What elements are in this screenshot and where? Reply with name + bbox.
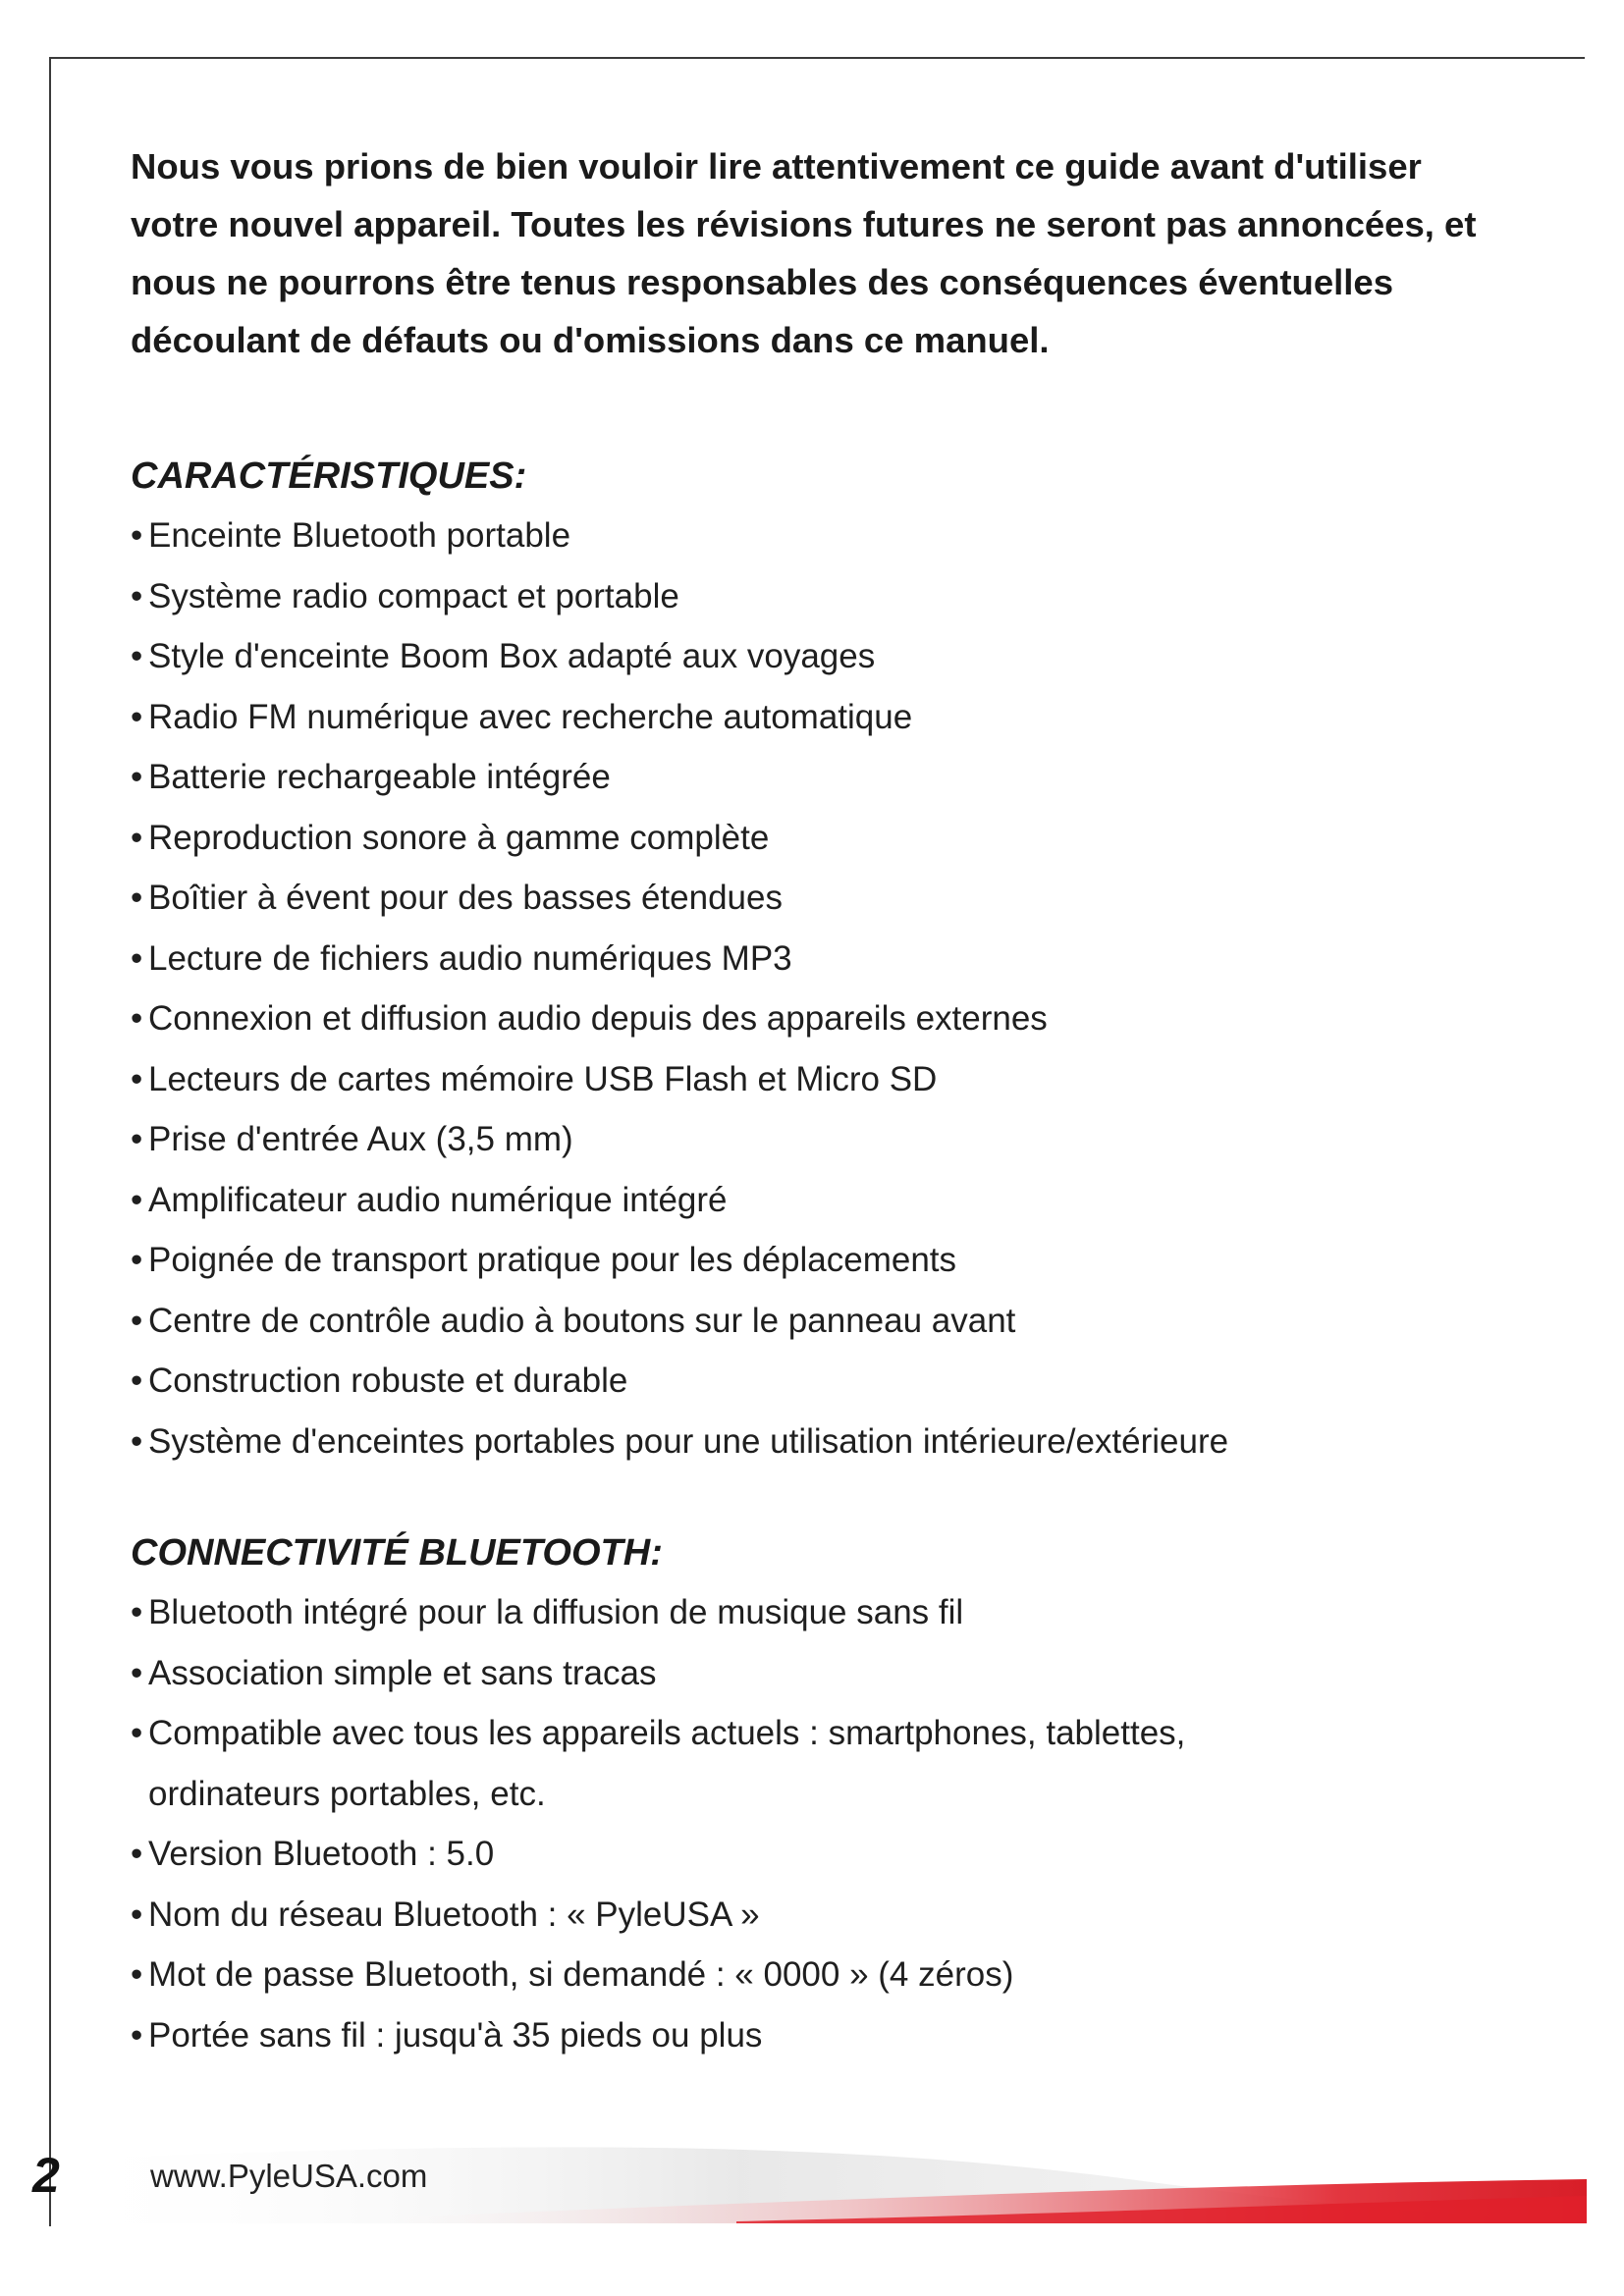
list-item: • Association simple et sans tracas (131, 1643, 1505, 1704)
list-item: • Poignée de transport pratique pour les déplacements (131, 1230, 1505, 1291)
list-item: • Système radio compact et portable (131, 566, 1505, 627)
bluetooth-list (131, 1582, 1505, 2065)
page-frame-left-border (49, 57, 51, 2226)
features-list (131, 506, 1505, 1471)
features-heading: CARACTÉRISTIQUES: (131, 455, 527, 497)
page-number: 2 (32, 2148, 60, 2203)
list-item: • Système d'enceintes portables pour une utilisation intérieure/extérieure (131, 1412, 1505, 1472)
list-item: • Construction robuste et durable (131, 1351, 1505, 1412)
intro-paragraph: Nous vous prions de bien vouloir lire attentivement ce guide avant d'utiliser votre nouvel appareil. Toutes les révisions futures ne seront pas annoncées, et nous ne pourrons être tenus responsables des conséquences éventuelles découlant de défauts ou d'omissions dans ce manuel. (131, 146, 1477, 360)
list-item: • Version Bluetooth : 5.0 (131, 1824, 1505, 1885)
list-item: • Nom du réseau Bluetooth : « PyleUSA » (131, 1885, 1505, 1946)
website-link[interactable]: www.PyleUSA.com (150, 2158, 428, 2194)
page-frame-top-border (49, 57, 1585, 59)
list-item: • Reproduction sonore à gamme complète (131, 808, 1505, 869)
list-item: • Lecteurs de cartes mémoire USB Flash et Micro SD (131, 1049, 1505, 1110)
list-item: • Batterie rechargeable intégrée (131, 747, 1505, 808)
list-item: • Prise d'entrée Aux (3,5 mm) (131, 1109, 1505, 1170)
list-item: • Centre de contrôle audio à boutons sur le panneau avant (131, 1291, 1505, 1352)
list-item: • Connexion et diffusion audio depuis des appareils externes (131, 988, 1505, 1049)
list-item: • Compatible avec tous les appareils actuels : smartphones, tablettes, ordinateurs portables, etc. (131, 1703, 1366, 1824)
list-item: • Mot de passe Bluetooth, si demandé : « 0000 » (4 zéros) (131, 1945, 1505, 2005)
list-item: • Enceinte Bluetooth portable (131, 506, 1505, 566)
list-item: • Lecture de fichiers audio numériques MP3 (131, 929, 1505, 989)
bluetooth-heading: CONNECTIVITÉ BLUETOOTH: (131, 1532, 663, 1574)
list-item: • Bluetooth intégré pour la diffusion de musique sans fil (131, 1582, 1505, 1643)
list-item: • Radio FM numérique avec recherche automatique (131, 687, 1505, 748)
list-item: • Portée sans fil : jusqu'à 35 pieds ou plus (131, 2005, 1505, 2066)
list-item: • Boîtier à évent pour des basses étendues (131, 868, 1505, 929)
list-item: • Amplificateur audio numérique intégré (131, 1170, 1505, 1231)
page-content (131, 137, 1505, 2065)
list-item: • Style d'enceinte Boom Box adapté aux voyages (131, 626, 1505, 687)
